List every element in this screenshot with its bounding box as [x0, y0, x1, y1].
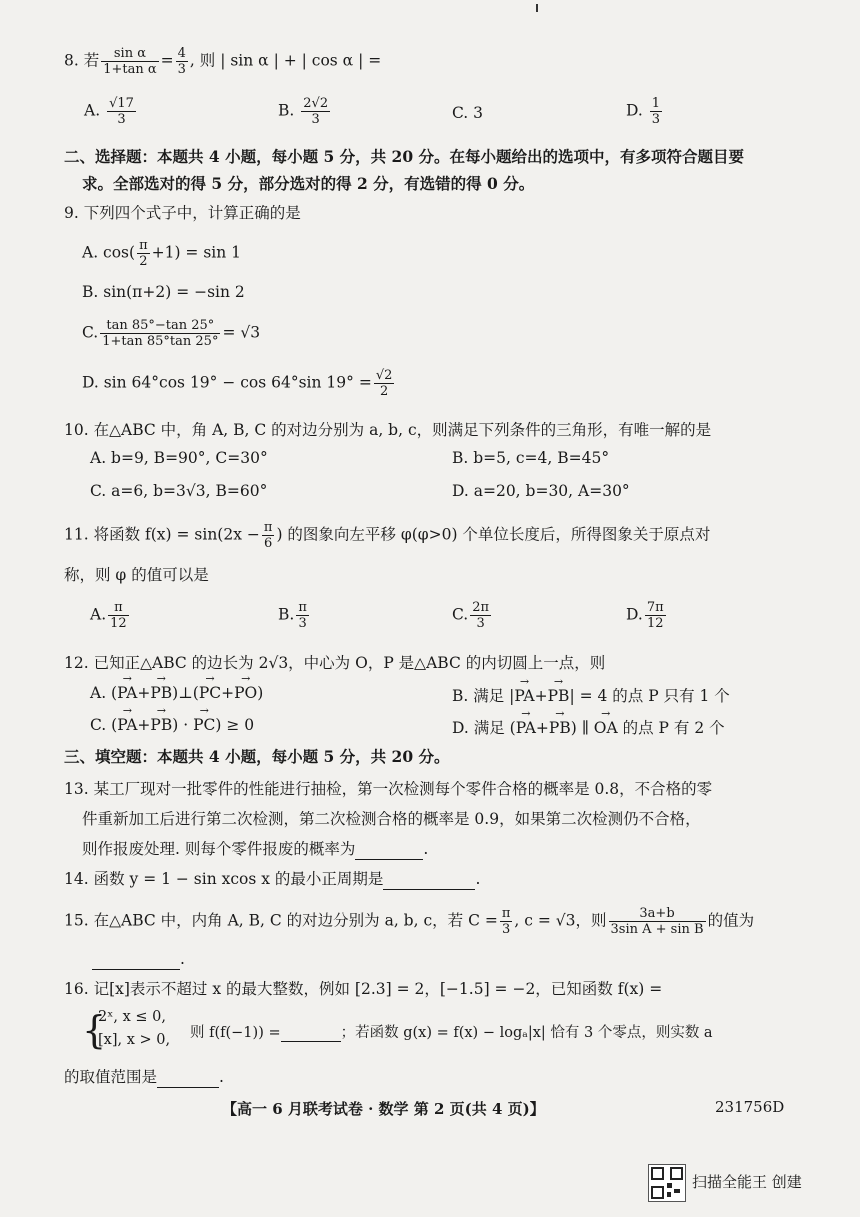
question-14: 14. 函数 y = 1 − sin xcos x 的最小正周期是 . [64, 870, 481, 888]
q12-option-c: C. (→ PA+→ PB) · → PC) ≥ 0 [90, 716, 254, 734]
question-15-answer: . [92, 948, 185, 970]
question-9-stem: 9. 下列四个式子中，计算正确的是 [64, 204, 301, 222]
q10-option-b: B. b=5, c=4, B=45° [452, 449, 610, 467]
answer-blank [281, 1025, 341, 1042]
section-2-heading: 二、选择题：本题共 4 小题，每小题 5 分，共 20 分。在每小题给出的选项中，有多项符合题目要 [64, 147, 745, 166]
q11-option-a: A. $\frac{\pi}{12}$ [90, 600, 127, 631]
answer-blank [92, 953, 180, 970]
question-13-line1: 13. 某工厂现对一批零件的性能进行抽检，第一次检测每个零件合格的概率是 0.8，不合格的零 [64, 780, 713, 798]
q10-option-d: D. a=20, b=30, A=30° [452, 482, 630, 500]
scan-mark [536, 4, 538, 12]
question-15: 15. 在△ABC 中，内角 A, B, C 的对边分别为 a, b, c，若 C = $\frac{\pi}{3}$ , c = √3，则 $\frac{3a+b}{\text{3sin A + sin B}}$ 的值为 [64, 906, 755, 937]
answer-blank [157, 1071, 219, 1088]
q8-option-d: D. $\frac{1}{3}$ [626, 96, 661, 127]
piecewise-case-2: [x], x > 0, [98, 1032, 171, 1048]
footer-title: 【高一 6 月联考试卷 · 数学 第 2 页(共 4 页)】 [222, 1100, 545, 1118]
question-13-line3: 则作报废处理. 则每个零件报废的概率为 . [82, 840, 429, 858]
q9-option-b: B. sin(π+2) = −sin 2 [82, 283, 245, 301]
q8-rhs-fraction: $\frac{4}{3}$ [177, 46, 186, 77]
q11-option-d: D. $\frac{7\pi}{12}$ [626, 600, 664, 631]
section-2-heading-cont: 求。全部选对的得 5 分，部分选对的得 2 分，有选错的得 0 分。 [82, 174, 535, 193]
scanner-brand: 扫描全能王 创建 [692, 1173, 802, 1191]
question-11-stem: 11. 将函数 f(x) = sin(2x − $\frac{\pi}{6}$ ) 的图象向左平移 φ(φ>0) 个单位长度后，所得图象关于原点对 [64, 520, 711, 551]
question-8: 8. 若 $\frac{\text{sin α}}{\text{1+tan α}}$ = $\frac{4}{3}$ , 则 | sin α | + | cos α | = [64, 46, 382, 77]
q12-option-a: A. (→ PA+→ PB)⊥(→ PC+→ PO) [90, 684, 263, 702]
q8-lhs-fraction: $\frac{\text{sin α}}{\text{1+tan α}}$ [103, 46, 157, 77]
qr-code-icon [648, 1164, 686, 1202]
question-16-line3: 的取值范围是 . [64, 1068, 224, 1086]
q12-option-b: B. 满足 |→ PA+→ PB| = 4 的点 P 只有 1 个 [452, 684, 730, 706]
q9-option-a: A. cos( $\frac{\pi}{2}$ +1) = sin 1 [82, 238, 242, 269]
question-11-stem-cont: 称，则 φ 的值可以是 [64, 566, 209, 584]
q8-suffix: , 则 | sin α | + | cos α | = [189, 51, 382, 70]
q9-option-c: C. $\frac{\tan 85^\circ-\tan 25^\circ}{1+\tan 85^\circ\tan 25^\circ}$ = √3 [82, 318, 261, 349]
q10-option-a: A. b=9, B=90°, C=30° [90, 449, 268, 467]
piecewise-case-1: 2ˣ, x ≤ 0, [98, 1009, 166, 1025]
footer-code: 231756D [715, 1098, 785, 1116]
question-16-line1: 16. 记[x]表示不超过 x 的最大整数，例如 [2.3] = 2，[−1.5] = −2，已知函数 f(x) = [64, 980, 663, 998]
answer-blank [355, 843, 423, 860]
question-10-stem: 10. 在△ABC 中，角 A, B, C 的对边分别为 a, b, c，则满足下列条件的三角形，有唯一解的是 [64, 421, 712, 439]
q11-option-b: B. $\frac{\pi}{3}$ [278, 600, 307, 631]
q12-option-d: D. 满足 (→ PA+→ PB) ∥ → OA 的点 P 有 2 个 [452, 716, 725, 738]
q11-option-c: C. $\frac{2\pi}{3}$ [452, 600, 490, 631]
answer-blank [383, 873, 475, 890]
q8-prefix: 8. 若 [64, 51, 100, 70]
q8-option-b: B. $\frac{2√2}{3}$ [278, 96, 329, 127]
q10-option-c: C. a=6, b=3√3, B=60° [90, 482, 268, 500]
piecewise-brace: { [82, 1008, 107, 1052]
section-3-heading: 三、填空题：本题共 4 小题，每小题 5 分，共 20 分。 [64, 747, 450, 766]
q8-option-a: A. $\frac{√17}{3}$ [84, 96, 134, 127]
question-12-stem: 12. 已知正△ABC 的边长为 2√3，中心为 O，P 是△ABC 的内切圆上一点，则 [64, 654, 606, 672]
question-16-line2: 则 f(f(−1)) = ；若函数 g(x) = f(x) − logₐ|x| 恰有 3 个零点，则实数 a [190, 1025, 713, 1041]
q9-option-d: D. sin 64°cos 19° − cos 64°sin 19° = $\frac{√2}{2}$ [82, 368, 393, 399]
question-13-line2: 件重新加工后进行第二次检测，第二次检测合格的概率是 0.9，如果第二次检测仍不合格， [82, 810, 701, 828]
q8-option-c: C. 3 [452, 104, 484, 122]
